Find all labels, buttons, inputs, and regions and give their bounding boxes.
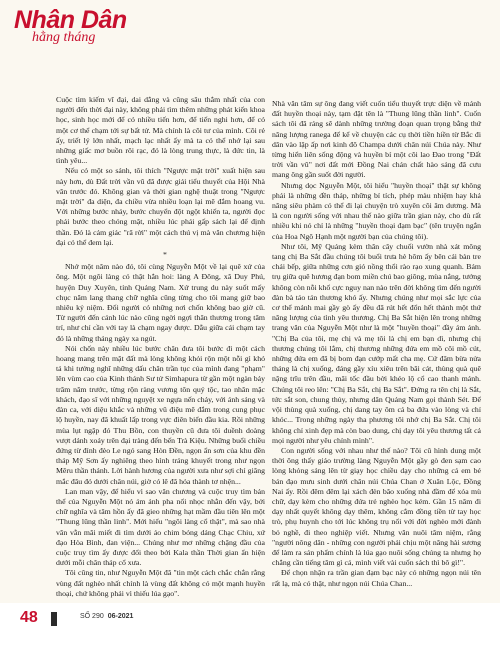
paragraph: Nhớ một năm nào đó, tôi cùng Nguyễn Một về lại quê xứ của ông. Một ngôi làng có thật hẳn hoi: làng A Đông, xã Duy Phú, huyện Duy Xuyên, tỉnh Quảng Nam. Xứ trung du này suốt mấy chục năm lang thang chữ nghĩa cũng từng cho tôi mang giữ bao nhiêu kỷ niệm. Đối người có những nơi chốn không bao giờ cũ. Từ người đến cảnh lúc nào cũng ngời ngợi thân thương trong tâm trí, như chỉ cần với tay là chạm ngay được. Dẫu giữa cái chạm tay đó là những tháng ngày xa ngút.	[56, 262, 265, 343]
paragraph: Tôi cũng tin, như Nguyễn Một đã "tin một cách chắc chắn rằng vùng đất nghèo nhất chính là vùng đất không có một mạnh huyền thoại, chứ không phải vì thiếu lúa gạo".	[56, 568, 265, 598]
page-number: 48	[20, 609, 38, 626]
paragraph: Nói chốn này nhiều lúc bước chân đưa tôi bước đi một cách hoang mang trên mặt đất mà lòng không khỏi rộn một nỗi gì khó tả khi tưởng nghĩ những dấu chân trần tục của mình đang "phạm" lên vùm cao của Kinh thánh Sư tử Simhapura từ gần một ngàn bảy trăm năm trước, từng rộn ràng vương tôn quý tộc, tao nhân mặc khách, đạo sĩ với những nguyệt xe ngựa nến chảy, với ánh sáng và đàn ca, với diệu khắc và những vũ điệu mê đắm trong cung phục lộ huyền, nay đã khuất lấp trong vực điên biển đầu kia. Rồi những mùa lụt ngập đó Thu Bồn, con thuyền cũ đưa tôi duềnh doàng vượt dảnh xoáy trên đại tràng đến bến Trà Kiệu. Những buổi chiều đứng từ đỉnh đèo Le ngó sang Hòn Đền, ngọn ẩn sơn của khu đền tháp Mỹ Sơn ấy nghiêng theo hình tráng khuyết trong như ngọn Mêru thần thánh. Lời hành hương của người xưa như sợi chỉ giăng mắc đâu đó dưới chân núi, giờ có lẽ đã hóa thành tơ nhện...	[56, 343, 265, 486]
masthead-logo	[14, 6, 134, 58]
section-separator: *	[163, 250, 167, 260]
paragraph: Lan man vậy, để hiểu vì sao văn chương và cuộc truy tìm bản thể của Nguyễn Một nó ám ảnh pha nổi nhọc nhằn đến vậy, bởi chữ nghĩa và tâm hồn ấy đã gieo những hạt mầm đầu tiên lên một "Thung lũng thần linh". Mới hiểu "ngôi làng cổ thật", mà sao nhà văn vẫn mãi miết đi tìm dưới ảo chim bóng dáng Chạc Chiu, xứ đạo Hòa Bình, đan viện... Chúng như mơ những chặng đầu của cuộc truy tìm ấy được đổi theo bởi Kala thần Thời gian ẩn hiện dưới mỗi chân tháp cổ xưa.	[56, 486, 265, 568]
paragraph: Cuộc tìm kiếm vĩ đại, dai dẳng và cũng sâu thẳm nhất của con người đến thời đại này, không phải tìm thêm những phát kiến khoa học, sinh học mới để có nhiều tiến hơn, để tiến nghi hơn, để có một cơ thể chạm tới sự bất tử. Mà chính là cõi tư của mình. Cõi rẻ ấy, triết lý lớn nhất, mạch lạc nhất ấy mà ta có thể nhớ lại sau những giấc mơ buồn rõi rạc, đó là lòng trung thực, là đức tin, là tình yêu...	[56, 95, 265, 166]
paragraph: Nếu có một so sánh, tôi thích "Ngược mặt trời" xuất hiện sau này hơn, dù Đất trời vần vũ đã được giải tiểu thuyết của Hội Nhà văn trước đó. Không gian và thời gian nghệ thuật trong "Ngược mặt trời" đa diện, đa chiều vừa nhiều loạn lại mê đắm hoang vu. Với những bước nhảy, bước chuyển đột ngột khiến ta, người đọc phải bước theo chóng mặt, nhiều lúc phải gấp sách lại để định thần. Đó là cảm giác "rã rời" một cách thú vị mà văn chương hiện đại có thể đem lại.	[56, 166, 265, 247]
issue-date: 06-2021	[107, 613, 134, 620]
paragraph: Như tôi, Mỹ Quảng kèm thân cây chuối vườn nhà xát mông tang chị Ba Sắt đầu chúng tôi buổi trưa hè hôm ấy bên cái bàn tre chái bếp, giữa những cơn gió nồng thổi rào rạo xung quanh. Bám trụ giữa quê hương đạn bom miền chú bao giông, mùa nắng, tưởng không còn nỗi khổ cực nguy nan nào trên đời không tìm đến người đàn bà táo tán thương khó ấy. Nhưng chúng như mọi sắc lực của cơ thể mảnh mai gầy gò ấy đều đã rút hết đổn hết thành một thứ năng lượng của tình yêu thương. Chị Ba Sắt hiện lên trong những trang văn của Nguyễn Một như là một "huyền thoại" đầy ám ảnh. "Chị Ba của tôi, mẹ chị và mẹ tôi là chị em bạn dì, nhưng chị thương chúng tôi lắm, chị thương những đứa em mồ côi mồ cút, những đứa em đã bị bom đạn cướp mất cha mẹ. Cứ đâm bừa nửa tháng là chị xuống, đáng gầy xíu xiêu trên bãi cát, thùng quà quê nặng trĩu trên đầu, mãi tốc đầu bời khéo lộ cổ cao thanh mảnh. Chúng tôi reo lên: "Chị Ba Sắt, chị Ba Sắt". Đứng ra tên chị là Sắt, tức sắt son, chung thủy, nhưng dân Quảng Nam gọi thành Sét. Để vội thùng quà xuống, chị dang tay ôm cả ba đứa vào lòng và chỉ khóc... Trong những ngày tha phương tôi nhớ chị Ba Sắt. Chị tôi không chỉ xinh đẹp mà còn bao dung, chị dạy tôi yêu thương tất cả mọi người như yêu chính mình".	[272, 241, 481, 445]
paragraph: Nhưng dọc Nguyễn Một, tôi hiểu "huyền thoại" thật sự không phải là những đền tháp, những bí tích, phép màu nhiệm hay khả năng siêu phàm có thể đi lại chuyện trò xuyên cõi âm dương. Mà là con người sống với nhau thế nào giữa trần gian này, cho dù rất nhiều khi nó chỉ là những "huyền thoại đạm bạc" (tên truyện ngắn của Hoa Ngô Hạnh một người bạn của chúng tôi).	[272, 180, 481, 241]
paragraph: Để chọn nhận ra trần gian đạm bạc này có những ngọn núi tên rất lạ, mà có thật, như ngọn núi Chúa Chan...	[272, 568, 481, 588]
paragraph: Nhà văn tâm sự ông đang viết cuốn tiểu thuyết trực diện về mảnh đất huyền thoại này, tạm đặt tên là "Thung lũng thần linh". Cuốn sách tôi đã rảng sẽ dành những trường đoạn quan trọng bằng thứ năng lượng ranega để kể về chuyện các cụ thời tiền hiền từ Bắc đi dân vào lập ấp nơi kinh đô Champa dưới chân núi Chúa này. Như từng hiển liên sống động và huyền bí một cõi lao Đao trong "Đất trời vần vũ" nơi đất mới Đồng Nai chán chất hào sảng đã cưu mang ông gần suốt đời người.	[272, 99, 481, 180]
issue-info	[80, 613, 133, 620]
footer-divider	[51, 612, 57, 626]
paragraph: Con người sống với nhau như thế nào? Tôi cũ hình dung một thời ông thấy giáo trường làng Nguyễn Một gầy gò đen sạm cao lòng khỏng sáng lên từ giạy học chiều dạy cho những cả em bé bán đạo mưu sinh dưới chân núi Chúa Chan ở Xuân Lộc, Đồng Nai ấy. Rồi đêm đêm lại xách đèn bão xuống nhà đầm để xóa mù chữ, dạy kèm cho những đứa trẻ nghèo học kém. Gần 15 năm đi dạy nhất quyết không dạy thêm, không cắm đồng tiền từ tay học trò, phụ huynh cho tới lúc không trụ nổi với đời nghèo mới đành bỏ nghề, đi theo nghiệp viết. Nhưng văn nuôi tâm niệm, rằng "người nông dân - những con người phải chịu một năng hài sương để làm ra sản phẩm chính là lúa gạo nuôi sống chúng ta nhưng họ chẳng cần tiếng tăm gì cả, mình viết vài cuốn sách thì bõ gì!".	[272, 445, 481, 568]
issue-label: SỐ 290	[80, 613, 104, 620]
page-footer	[0, 603, 500, 646]
masthead-subtitle: hằng tháng	[32, 30, 96, 45]
article-right-column	[272, 99, 481, 589]
article-left-column	[56, 95, 265, 599]
masthead-title: Nhân Dân	[14, 6, 127, 34]
